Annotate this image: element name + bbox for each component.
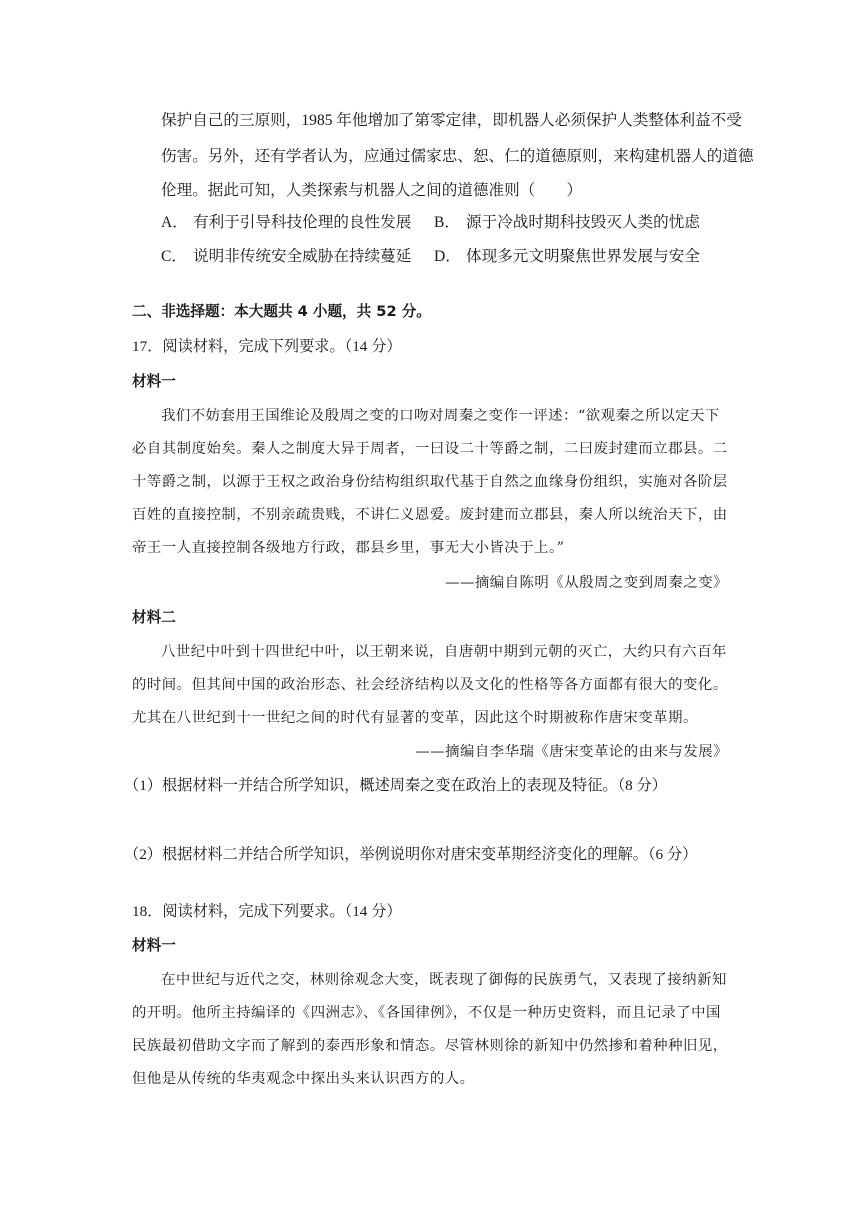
q16-line-1: 保护自己的三原则，1985 年他增加了第零定律，即机器人必须保护人类整体利益不受	[161, 112, 742, 129]
q18-material-1-line-1: 在中世纪与近代之交，林则徐观念大变，既表现了御侮的民族勇气，又表现了接纳新知	[161, 972, 727, 988]
q16-line-2: 伤害。另外，还有学者认为，应通过儒家忠、恕、仁的道德原则，来构建机器人的道德	[161, 148, 754, 165]
q17-material-2-line-2: 的时间。但其间中国的政治形态、社会经济结构以及文化的性格等各方面都有很大的变化。	[132, 677, 728, 693]
option-label: A．	[161, 214, 188, 231]
section-heading: 二、非选择题：本大题共 4 小题，共 52 分。	[132, 303, 431, 320]
q16-option-a	[161, 212, 411, 234]
q16-option-b	[434, 212, 700, 234]
option-text: 有利于引导科技伦理的良性发展	[193, 214, 412, 231]
q17-material-1-line-2: 必自其制度始矣。秦人之制度大异于周者，一曰设二十等爵之制，二曰废封建而立郡县。二	[132, 441, 728, 457]
q18-stem: 18．阅读材料，完成下列要求。（14 分）	[132, 903, 402, 920]
q17-material-1-title: 材料一	[132, 373, 176, 390]
q17-material-1-source: ——摘编自陈明《从殷周之变到周秦之变》	[445, 575, 728, 591]
q18-material-1-line-4: 但他是从传统的华夷观念中探出头来认识西方的人。	[132, 1071, 475, 1087]
q18-material-1-line-3: 民族最初借助文字而了解到的泰西形象和情态。尽管林则徐的新知中仍然掺和着种种旧见，	[132, 1038, 728, 1054]
q18-material-1-title: 材料一	[132, 937, 176, 954]
q17-material-1-line-1: 我们不妨套用王国维论及殷周之变的口吻对周秦之变作一评述：“欲观秦之所以定天下	[161, 408, 720, 424]
q17-material-2-title: 材料二	[132, 609, 176, 626]
q17-material-1-line-5: 帝王一人直接控制各级地方行政，郡县乡里，事无大小皆决于上。”	[132, 540, 565, 556]
q17-material-2-line-3: 尤其在八世纪到十一世纪之间的时代有显著的变革，因此这个时期被称作唐宋变革期。	[132, 710, 698, 726]
q17-material-2-source: ——摘编自李华瑞《唐宋变革论的由来与发展》	[415, 744, 728, 760]
q18-material-1-line-2: 的开明。他所主持编译的《四洲志》、《各国律例》，不仅是一种历史资料，而且记录了中国	[132, 1005, 721, 1021]
q16-option-c	[161, 246, 411, 268]
option-text: 体现多元文明聚焦世界发展与安全	[466, 248, 700, 265]
q17-material-2-line-1: 八世纪中叶到十四世纪中叶，以王朝来说，自唐朝中期到元朝的灭亡，大约只有六百年	[161, 644, 727, 660]
option-label: B．	[434, 214, 460, 231]
q17-sub-question-2: （2）根据材料二并结合所学知识，举例说明你对唐宋变革期经济变化的理解。（6 分）	[124, 846, 698, 863]
option-label: C．	[161, 248, 187, 265]
option-label: D．	[434, 248, 461, 265]
q16-option-d	[434, 246, 700, 268]
q17-stem: 17．阅读材料，完成下列要求。（14 分）	[132, 338, 402, 355]
option-text: 源于冷战时期科技毁灭人类的忧虑	[466, 214, 700, 231]
option-text: 说明非传统安全威胁在持续蔓延	[193, 248, 412, 265]
q17-material-1-line-3: 十等爵之制，以源于王权之政治身份结构组织取代基于自然之血缘身份组织，实施对各阶层	[132, 474, 728, 490]
q17-material-1-line-4: 百姓的直接控制，不别亲疏贵贱，不讲仁义恩爱。废封建而立郡县，秦人所以统治天下，由	[132, 507, 728, 523]
q17-sub-question-1: （1）根据材料一并结合所学知识，概述周秦之变在政治上的表现及特征。（8 分）	[124, 777, 667, 794]
q16-line-3: 伦理。据此可知，人类探索与机器人之间的道德准则（ ）	[161, 182, 583, 199]
